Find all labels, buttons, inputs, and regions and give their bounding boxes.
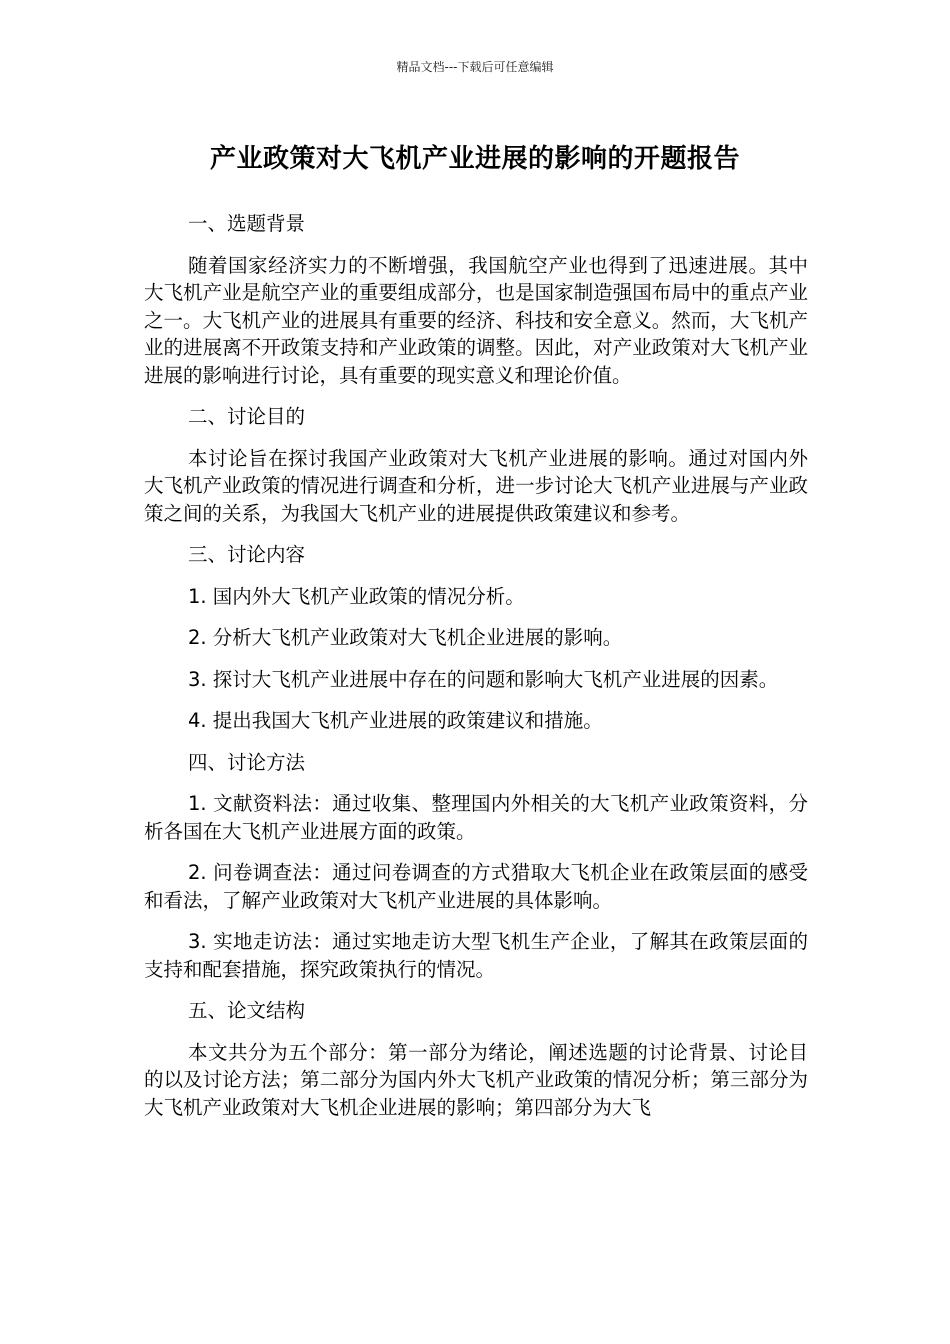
content-list-item: 4. 提出我国大飞机产业进展的政策建议和措施。 (188, 709, 603, 732)
method-list-item: 2. 问卷调查法：通过问卷调查的方式猎取大飞机企业在政策层面的感受和看法，了解产业政策对大飞机产业进展的具体影响。 (144, 861, 808, 912)
paragraph-structure: 本文共分为五个部分：第一部分为绪论，阐述选题的讨论背景、讨论目的以及讨论方法；第二部分为国内外大飞机产业政策的情况分析；第三部分为大飞机产业政策对大飞机企业进展的影响；第四部分为大飞 (144, 1040, 808, 1119)
section-heading-purpose: 二、讨论目的 (188, 405, 306, 428)
page-header-note: 精品文档---下载后可任意编辑 (396, 60, 554, 74)
content-list-item: 3. 探讨大飞机产业进展中存在的问题和影响大飞机产业进展的因素。 (188, 667, 779, 691)
content-list-item: 2. 分析大飞机产业政策对大飞机企业进展的影响。 (188, 626, 623, 649)
document-body (144, 210, 808, 1135)
content-list-item: 1. 国内外大飞机产业政策的情况分析。 (188, 584, 525, 608)
method-list-item: 1. 文献资料法：通过收集、整理国内外相关的大飞机产业政策资料，分析各国在大飞机产业进展方面的政策。 (144, 792, 808, 843)
section-heading-background: 一、选题背景 (188, 212, 306, 235)
section-heading-methods: 四、讨论方法 (188, 750, 306, 774)
section-heading-structure: 五、论文结构 (188, 999, 306, 1022)
document-title: 产业政策对大飞机产业进展的影响的开题报告 (209, 144, 740, 174)
section-heading-content: 三、讨论内容 (188, 543, 306, 566)
paragraph-background: 随着国家经济实力的不断增强，我国航空产业也得到了迅速进展。其中大飞机产业是航空产业的重要组成部分，也是国家制造强国布局中的重点产业之一。大飞机产业的进展具有重要的经济、科技和安全意义。然而，大飞机产业的进展离不开政策支持和产业政策的调整。因此，对产业政策对大飞机产业进展的影响进行讨论，具有重要的现实意义和理论价值。 (144, 253, 808, 387)
paragraph-purpose: 本讨论旨在探讨我国产业政策对大飞机产业进展的影响。通过对国内外大飞机产业政策的情况进行调查和分析，进一步讨论大飞机产业进展与产业政策之间的关系，为我国大飞机产业的进展提供政策建议和参考。 (144, 446, 808, 525)
method-list-item: 3. 实地走访法：通过实地走访大型飞机生产企业，了解其在政策层面的支持和配套措施，探究政策执行的情况。 (144, 930, 808, 981)
